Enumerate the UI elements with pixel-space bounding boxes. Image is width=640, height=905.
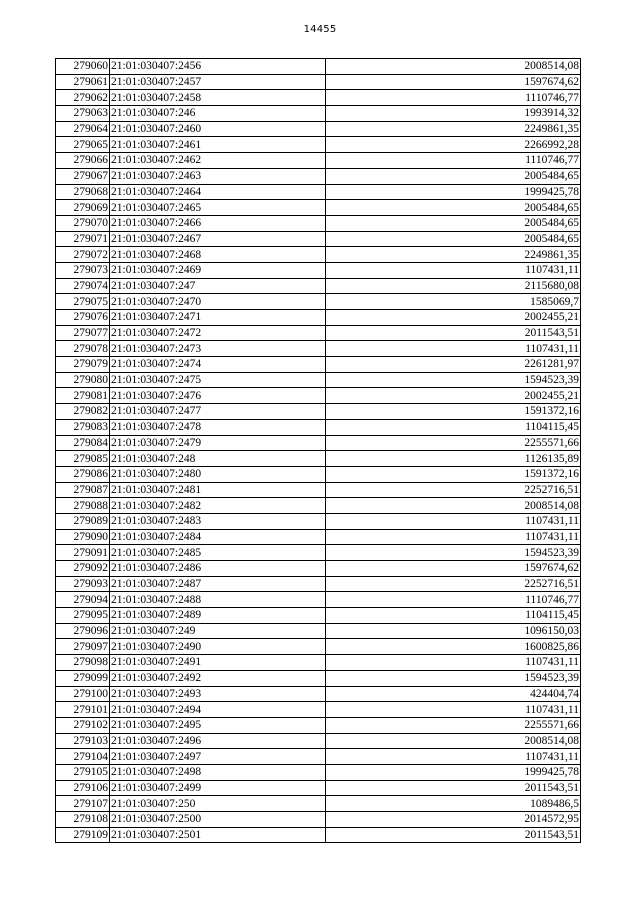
cadastral-value-cell: 2261281,97 [326, 357, 581, 373]
cadastral-number-cell: 21:01:030407:2488 [110, 592, 326, 608]
cadastral-value-cell: 1110746,77 [326, 153, 581, 169]
cadastral-number-cell: 21:01:030407:2473 [110, 341, 326, 357]
table-row [56, 686, 581, 702]
row-number-cell: 279080 [56, 372, 110, 388]
table-row [56, 733, 581, 749]
cadastral-number-cell: 21:01:030407:2475 [110, 372, 326, 388]
cadastral-value-cell: 1126135,89 [326, 451, 581, 467]
table-row [56, 184, 581, 200]
table-row [56, 325, 581, 341]
row-number-cell: 279109 [56, 827, 110, 843]
table-row [56, 231, 581, 247]
row-number-cell: 279068 [56, 184, 110, 200]
cadastral-value-table [55, 58, 581, 843]
cadastral-number-cell: 21:01:030407:2477 [110, 404, 326, 420]
table-row [56, 419, 581, 435]
row-number-cell: 279093 [56, 576, 110, 592]
table-body [56, 59, 581, 843]
cadastral-number-cell: 21:01:030407:2486 [110, 561, 326, 577]
row-number-cell: 279076 [56, 310, 110, 326]
cadastral-value-cell: 1107431,11 [326, 655, 581, 671]
cadastral-value-cell: 2008514,08 [326, 733, 581, 749]
table-row [56, 106, 581, 122]
table-row [56, 639, 581, 655]
cadastral-value-cell: 2005484,65 [326, 200, 581, 216]
cadastral-value-cell: 1594523,39 [326, 372, 581, 388]
row-number-cell: 279066 [56, 153, 110, 169]
cadastral-value-cell: 2255571,66 [326, 435, 581, 451]
cadastral-value-cell: 2011543,51 [326, 827, 581, 843]
cadastral-value-cell: 1110746,77 [326, 592, 581, 608]
table-row [56, 513, 581, 529]
table-row [56, 372, 581, 388]
table-row [56, 278, 581, 294]
cadastral-number-cell: 21:01:030407:250 [110, 796, 326, 812]
cadastral-number-cell: 21:01:030407:2484 [110, 529, 326, 545]
cadastral-number-cell: 21:01:030407:2471 [110, 310, 326, 326]
table-row [56, 529, 581, 545]
row-number-cell: 279096 [56, 623, 110, 639]
table-row [56, 137, 581, 153]
row-number-cell: 279107 [56, 796, 110, 812]
page-number: 14455 [303, 24, 337, 35]
table-row [56, 200, 581, 216]
cadastral-number-cell: 21:01:030407:2501 [110, 827, 326, 843]
table-row [56, 482, 581, 498]
table-row [56, 310, 581, 326]
table-row [56, 215, 581, 231]
table-row [56, 388, 581, 404]
row-number-cell: 279090 [56, 529, 110, 545]
cadastral-number-cell: 21:01:030407:2457 [110, 74, 326, 90]
cadastral-value-cell: 2008514,08 [326, 498, 581, 514]
row-number-cell: 279095 [56, 608, 110, 624]
row-number-cell: 279074 [56, 278, 110, 294]
row-number-cell: 279065 [56, 137, 110, 153]
cadastral-value-cell: 1999425,78 [326, 764, 581, 780]
table-row [56, 451, 581, 467]
cadastral-value-cell: 1594523,39 [326, 670, 581, 686]
cadastral-number-cell: 21:01:030407:2474 [110, 357, 326, 373]
row-number-cell: 279071 [56, 231, 110, 247]
cadastral-number-cell: 21:01:030407:2476 [110, 388, 326, 404]
row-number-cell: 279063 [56, 106, 110, 122]
cadastral-number-cell: 21:01:030407:247 [110, 278, 326, 294]
cadastral-number-cell: 21:01:030407:249 [110, 623, 326, 639]
row-number-cell: 279091 [56, 545, 110, 561]
row-number-cell: 279062 [56, 90, 110, 106]
row-number-cell: 279069 [56, 200, 110, 216]
cadastral-value-cell: 2252716,51 [326, 576, 581, 592]
cadastral-number-cell: 21:01:030407:2461 [110, 137, 326, 153]
cadastral-number-cell: 21:01:030407:2487 [110, 576, 326, 592]
cadastral-number-cell: 21:01:030407:2470 [110, 294, 326, 310]
cadastral-value-cell: 1993914,32 [326, 106, 581, 122]
cadastral-number-cell: 21:01:030407:2460 [110, 121, 326, 137]
table-row [56, 702, 581, 718]
cadastral-number-cell: 21:01:030407:2480 [110, 466, 326, 482]
cadastral-number-cell: 21:01:030407:2496 [110, 733, 326, 749]
cadastral-number-cell: 21:01:030407:246 [110, 106, 326, 122]
table-row [56, 812, 581, 828]
row-number-cell: 279087 [56, 482, 110, 498]
row-number-cell: 279073 [56, 262, 110, 278]
row-number-cell: 279064 [56, 121, 110, 137]
cadastral-value-cell: 1597674,62 [326, 561, 581, 577]
cadastral-value-cell: 1096150,03 [326, 623, 581, 639]
row-number-cell: 279088 [56, 498, 110, 514]
cadastral-number-cell: 21:01:030407:2469 [110, 262, 326, 278]
cadastral-value-cell: 1999425,78 [326, 184, 581, 200]
row-number-cell: 279105 [56, 764, 110, 780]
cadastral-value-cell: 1089486,5 [326, 796, 581, 812]
table-row [56, 247, 581, 263]
cadastral-number-cell: 21:01:030407:2481 [110, 482, 326, 498]
table-row [56, 121, 581, 137]
table-row [56, 576, 581, 592]
cadastral-value-cell: 1107431,11 [326, 702, 581, 718]
table-row [56, 466, 581, 482]
cadastral-value-cell: 1591372,16 [326, 404, 581, 420]
row-number-cell: 279082 [56, 404, 110, 420]
cadastral-number-cell: 21:01:030407:2456 [110, 59, 326, 75]
cadastral-value-cell: 424404,74 [326, 686, 581, 702]
table-row [56, 404, 581, 420]
row-number-cell: 279060 [56, 59, 110, 75]
cadastral-number-cell: 21:01:030407:2493 [110, 686, 326, 702]
cadastral-number-cell: 21:01:030407:2497 [110, 749, 326, 765]
cadastral-number-cell: 21:01:030407:2472 [110, 325, 326, 341]
cadastral-number-cell: 21:01:030407:2494 [110, 702, 326, 718]
row-number-cell: 279083 [56, 419, 110, 435]
table-row [56, 764, 581, 780]
cadastral-number-cell: 21:01:030407:2491 [110, 655, 326, 671]
cadastral-value-cell: 2002455,21 [326, 310, 581, 326]
cadastral-value-cell: 1104115,45 [326, 608, 581, 624]
row-number-cell: 279103 [56, 733, 110, 749]
table-row [56, 153, 581, 169]
cadastral-number-cell: 21:01:030407:2458 [110, 90, 326, 106]
cadastral-value-cell: 2249861,35 [326, 121, 581, 137]
cadastral-value-cell: 2011543,51 [326, 325, 581, 341]
cadastral-value-cell: 2249861,35 [326, 247, 581, 263]
cadastral-number-cell: 21:01:030407:2483 [110, 513, 326, 529]
cadastral-value-cell: 1107431,11 [326, 529, 581, 545]
row-number-cell: 279098 [56, 655, 110, 671]
row-number-cell: 279089 [56, 513, 110, 529]
row-number-cell: 279104 [56, 749, 110, 765]
cadastral-value-cell: 2005484,65 [326, 168, 581, 184]
row-number-cell: 279102 [56, 717, 110, 733]
cadastral-number-cell: 21:01:030407:2468 [110, 247, 326, 263]
cadastral-value-cell: 1107431,11 [326, 513, 581, 529]
table-row [56, 168, 581, 184]
cadastral-number-cell: 21:01:030407:2498 [110, 764, 326, 780]
row-number-cell: 279085 [56, 451, 110, 467]
table-row [56, 749, 581, 765]
cadastral-value-cell: 2011543,51 [326, 780, 581, 796]
row-number-cell: 279100 [56, 686, 110, 702]
row-number-cell: 279099 [56, 670, 110, 686]
row-number-cell: 279077 [56, 325, 110, 341]
row-number-cell: 279075 [56, 294, 110, 310]
table-row [56, 623, 581, 639]
row-number-cell: 279097 [56, 639, 110, 655]
cadastral-number-cell: 21:01:030407:2489 [110, 608, 326, 624]
row-number-cell: 279079 [56, 357, 110, 373]
cadastral-value-cell: 1585069,7 [326, 294, 581, 310]
row-number-cell: 279081 [56, 388, 110, 404]
cadastral-value-cell: 2252716,51 [326, 482, 581, 498]
table-row [56, 90, 581, 106]
cadastral-number-cell: 21:01:030407:2495 [110, 717, 326, 733]
table-row [56, 608, 581, 624]
cadastral-value-cell: 1594523,39 [326, 545, 581, 561]
row-number-cell: 279086 [56, 466, 110, 482]
table-row [56, 655, 581, 671]
cadastral-number-cell: 21:01:030407:2463 [110, 168, 326, 184]
cadastral-value-cell: 1591372,16 [326, 466, 581, 482]
cadastral-number-cell: 21:01:030407:2467 [110, 231, 326, 247]
table-row [56, 670, 581, 686]
row-number-cell: 279094 [56, 592, 110, 608]
table-row [56, 780, 581, 796]
cadastral-value-cell: 1104115,45 [326, 419, 581, 435]
cadastral-number-cell: 21:01:030407:2500 [110, 812, 326, 828]
table-row [56, 827, 581, 843]
cadastral-value-cell: 1597674,62 [326, 74, 581, 90]
table-row [56, 545, 581, 561]
cadastral-number-cell: 21:01:030407:2492 [110, 670, 326, 686]
cadastral-value-cell: 2255571,66 [326, 717, 581, 733]
cadastral-value-cell: 1107431,11 [326, 749, 581, 765]
cadastral-value-cell: 2005484,65 [326, 215, 581, 231]
cadastral-value-cell: 2002455,21 [326, 388, 581, 404]
cadastral-value-cell: 2005484,65 [326, 231, 581, 247]
cadastral-number-cell: 21:01:030407:2466 [110, 215, 326, 231]
table-row [56, 262, 581, 278]
table-row [56, 341, 581, 357]
cadastral-value-cell: 2014572,95 [326, 812, 581, 828]
table-row [56, 592, 581, 608]
cadastral-number-cell: 21:01:030407:2478 [110, 419, 326, 435]
cadastral-number-cell: 21:01:030407:2490 [110, 639, 326, 655]
table-row [56, 74, 581, 90]
cadastral-value-cell: 1107431,11 [326, 341, 581, 357]
row-number-cell: 279084 [56, 435, 110, 451]
cadastral-value-cell: 2115680,08 [326, 278, 581, 294]
table-row [56, 717, 581, 733]
row-number-cell: 279108 [56, 812, 110, 828]
cadastral-number-cell: 21:01:030407:2464 [110, 184, 326, 200]
row-number-cell: 279101 [56, 702, 110, 718]
row-number-cell: 279092 [56, 561, 110, 577]
row-number-cell: 279072 [56, 247, 110, 263]
cadastral-number-cell: 21:01:030407:248 [110, 451, 326, 467]
cadastral-value-cell: 2266992,28 [326, 137, 581, 153]
table-row [56, 294, 581, 310]
table-row [56, 498, 581, 514]
table-row [56, 796, 581, 812]
row-number-cell: 279078 [56, 341, 110, 357]
cadastral-value-cell: 1110746,77 [326, 90, 581, 106]
cadastral-number-cell: 21:01:030407:2499 [110, 780, 326, 796]
cadastral-number-cell: 21:01:030407:2465 [110, 200, 326, 216]
row-number-cell: 279070 [56, 215, 110, 231]
row-number-cell: 279106 [56, 780, 110, 796]
table-row [56, 59, 581, 75]
cadastral-number-cell: 21:01:030407:2462 [110, 153, 326, 169]
cadastral-value-cell: 2008514,08 [326, 59, 581, 75]
row-number-cell: 279067 [56, 168, 110, 184]
row-number-cell: 279061 [56, 74, 110, 90]
cadastral-number-cell: 21:01:030407:2485 [110, 545, 326, 561]
cadastral-number-cell: 21:01:030407:2479 [110, 435, 326, 451]
table-row [56, 561, 581, 577]
table-row [56, 435, 581, 451]
cadastral-number-cell: 21:01:030407:2482 [110, 498, 326, 514]
cadastral-value-cell: 1600825,86 [326, 639, 581, 655]
table-row [56, 357, 581, 373]
cadastral-value-cell: 1107431,11 [326, 262, 581, 278]
